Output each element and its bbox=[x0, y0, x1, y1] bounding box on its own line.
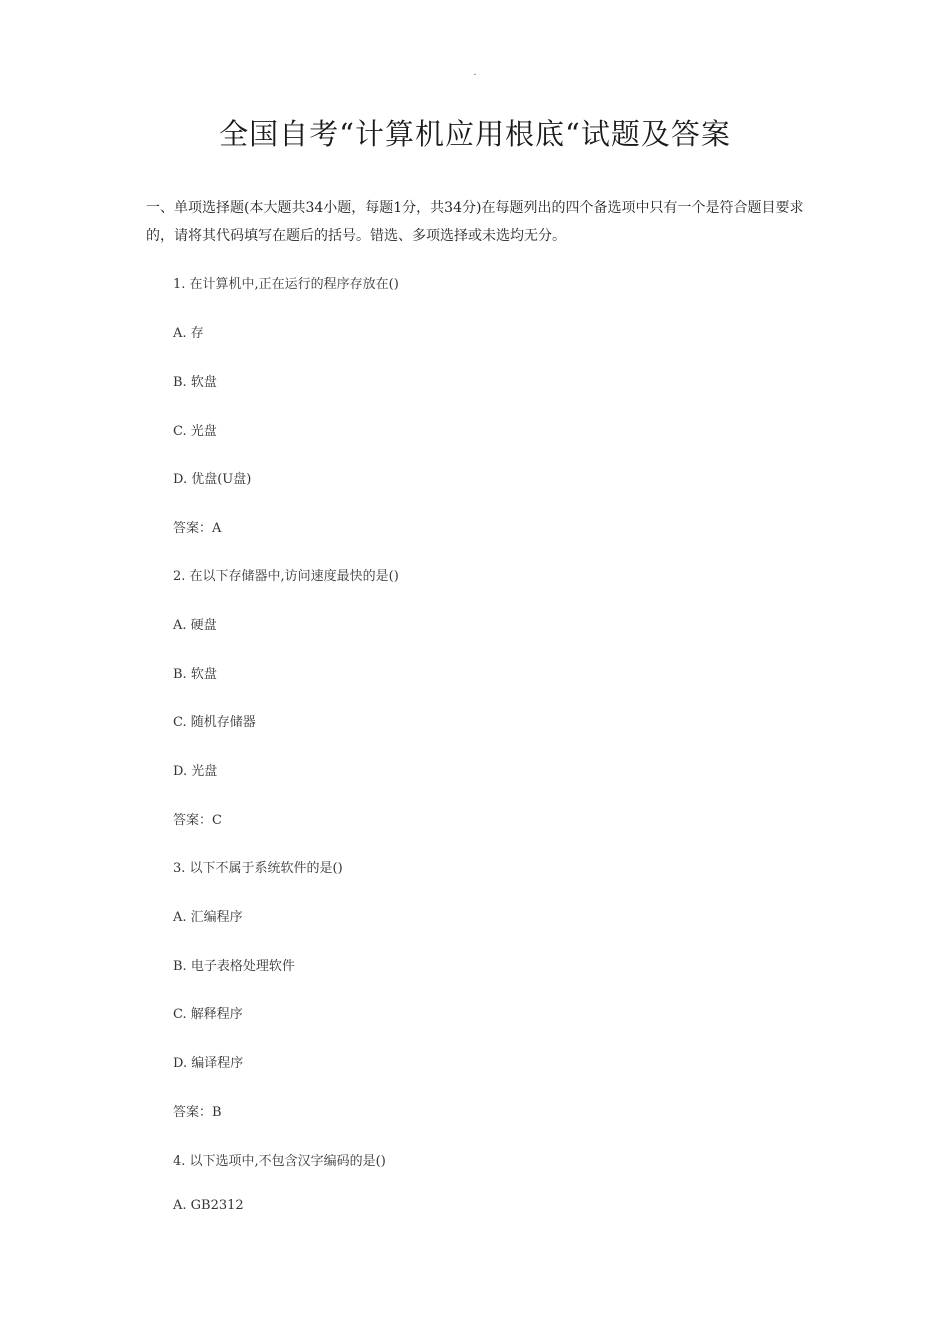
answer-3: 答案：B bbox=[173, 1105, 222, 1120]
option-3c: C. 解释程序 bbox=[173, 1007, 243, 1022]
option-2d: D. 光盘 bbox=[173, 764, 218, 779]
option-3b: B. 电子表格处理软件 bbox=[173, 959, 295, 974]
option-2c: C. 随机存储器 bbox=[173, 715, 256, 730]
answer-2: 答案：C bbox=[173, 813, 222, 828]
header-dot: · bbox=[473, 70, 477, 81]
option-1d: D. 优盘(U盘) bbox=[173, 472, 252, 487]
option-1c: C. 光盘 bbox=[173, 424, 217, 439]
question-4: 4. 以下选项中,不包含汉字编码的是() bbox=[173, 1154, 386, 1169]
option-1a: A. 存 bbox=[173, 326, 204, 341]
option-4a: A. GB2312 bbox=[173, 1198, 244, 1213]
section-intro: 一、单项选择题(本大题共34小题，每题1分，共34分)在每题列出的四个备选项中只有一个是符合题目要求的，请将其代码填写在题后的括号。错选、多项选择或未选均无分。 bbox=[146, 200, 804, 244]
answer-1: 答案：A bbox=[173, 521, 222, 536]
option-3a: A. 汇编程序 bbox=[173, 910, 243, 925]
question-2: 2. 在以下存储器中,访问速度最快的是() bbox=[173, 569, 399, 584]
question-3: 3. 以下不属于系统软件的是() bbox=[173, 861, 343, 876]
option-3d: D. 编译程序 bbox=[173, 1056, 244, 1071]
page-title: 全国自考“计算机应用根底“试题及答案 bbox=[219, 117, 731, 151]
option-2b: B. 软盘 bbox=[173, 667, 217, 682]
option-2a: A. 硬盘 bbox=[173, 618, 217, 633]
question-1: 1. 在计算机中,正在运行的程序存放在() bbox=[173, 277, 399, 292]
option-1b: B. 软盘 bbox=[173, 375, 217, 390]
